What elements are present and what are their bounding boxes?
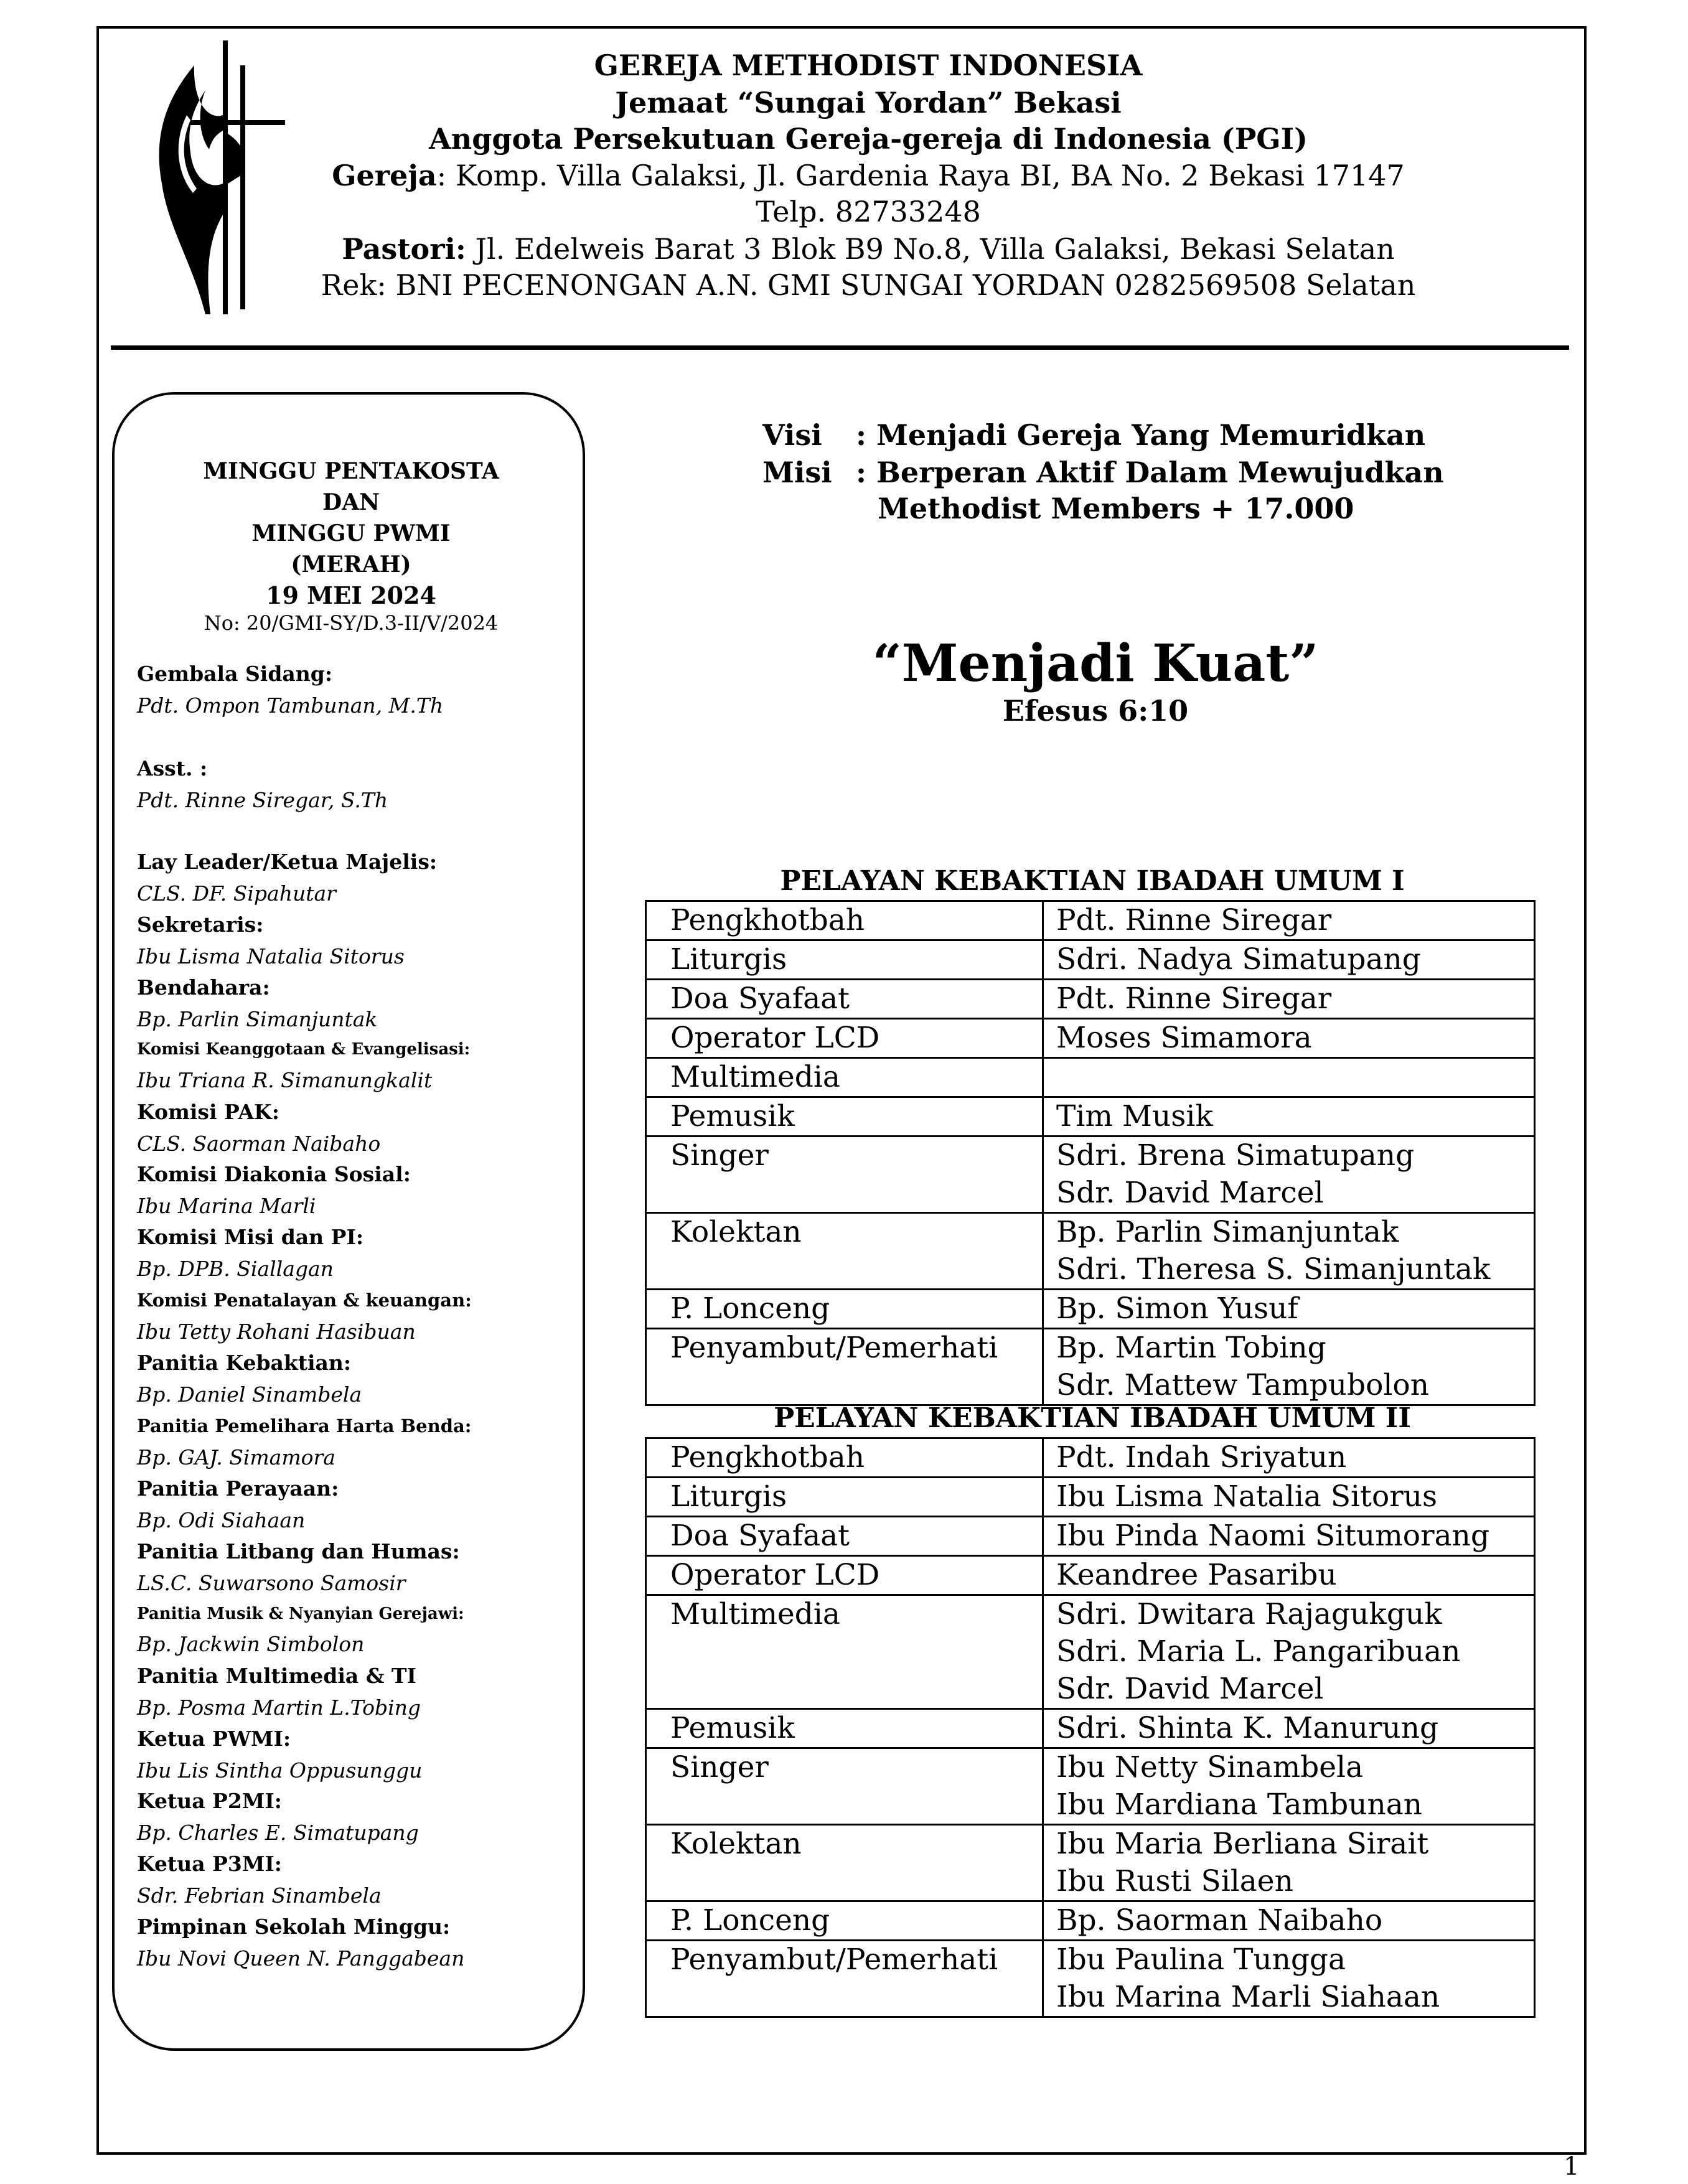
sidebar-title-4: (MERAH): [291, 551, 411, 578]
service-names: [1043, 1290, 1535, 1329]
sidebar-date: 19 MEI 2024: [266, 581, 436, 609]
role-label: Panitia Multimedia & TI: [137, 1664, 416, 1688]
service-person: Bp. Saorman Naibaho: [1056, 1903, 1383, 1938]
table-row: [646, 1290, 1535, 1329]
service-role: Singer: [646, 1748, 1043, 1825]
role-name: Pdt. Rinne Siregar, S.Th: [137, 788, 388, 812]
table-row: [646, 1058, 1535, 1097]
service-role: Doa Syafaat: [646, 980, 1043, 1019]
service-names: [1043, 1517, 1535, 1556]
table-row: [646, 1556, 1535, 1595]
service-role: Singer: [646, 1137, 1043, 1213]
table-row: [646, 1019, 1535, 1058]
visi-label: Visi: [762, 418, 822, 452]
role-label: Panitia Musik & Nyanyian Gerejawi:: [137, 1605, 464, 1623]
service-role: Pemusik: [646, 1097, 1043, 1137]
service-person: Sdr. David Marcel: [1056, 1672, 1324, 1706]
service-person: Moses Simamora: [1056, 1021, 1312, 1055]
service-role: Liturgis: [646, 940, 1043, 980]
role-name: Bp. GAJ. Simamora: [137, 1445, 335, 1469]
service-names: [1043, 1438, 1535, 1478]
role-name: Ibu Tetty Rohani Hasibuan: [137, 1319, 416, 1344]
service-names: [1043, 1478, 1535, 1517]
role-name: LS.C. Suwarsono Samosir: [137, 1571, 406, 1595]
pastori-address: Jl. Edelweis Barat 3 Blok B9 No.8, Villa Galaksi, Bekasi Selatan: [466, 232, 1395, 266]
role-label: Pimpinan Sekolah Minggu:: [137, 1915, 451, 1939]
role-label: Ketua P3MI:: [137, 1852, 282, 1876]
role-label: Komisi Penatalayan & keuangan:: [137, 1290, 472, 1311]
service-role: Kolektan: [646, 1825, 1043, 1901]
service-2-title: PELAYAN KEBAKTIAN IBADAH UMUM II: [774, 1402, 1411, 1434]
service-person: Keandree Pasaribu: [1056, 1558, 1337, 1592]
scripture-reference: Efesus 6:10: [1002, 694, 1189, 728]
role-label: Asst. :: [137, 756, 208, 780]
service-person: Sdri. Shinta K. Manurung: [1056, 1711, 1439, 1745]
service-names: [1043, 1595, 1535, 1709]
service-role: Multimedia: [646, 1058, 1043, 1097]
service-names: [1043, 1329, 1535, 1405]
service-role: Multimedia: [646, 1595, 1043, 1709]
misi-label: Misi: [762, 456, 832, 489]
role-label: Sekretaris:: [137, 912, 264, 937]
service-person: Sdri. Theresa S. Simanjuntak: [1056, 1252, 1491, 1286]
cross-flame-logo: [149, 40, 286, 314]
service-role: Doa Syafaat: [646, 1517, 1043, 1556]
role-label: Komisi Misi dan PI:: [137, 1225, 364, 1249]
role-label: Komisi Keanggotaan & Evangelisasi:: [137, 1040, 471, 1059]
table-row: [646, 1941, 1535, 2017]
service-person: Ibu Maria Berliana Sirait: [1056, 1827, 1429, 1861]
table-row: [646, 1438, 1535, 1478]
service-names: [1043, 901, 1535, 940]
role-name: CLS. Saorman Naibaho: [137, 1132, 381, 1156]
header-divider: [111, 345, 1569, 350]
role-name: Bp. Jackwin Simbolon: [137, 1632, 365, 1656]
table-row: [646, 1137, 1535, 1213]
service-role: Pengkhotbah: [646, 1438, 1043, 1478]
service-1-title: PELAYAN KEBAKTIAN IBADAH UMUM I: [780, 865, 1405, 897]
church-name: GEREJA METHODIST INDONESIA: [594, 49, 1143, 82]
role-name: CLS. DF. Sipahutar: [137, 881, 336, 906]
service-person: Sdr. Mattew Tampubolon: [1056, 1368, 1429, 1402]
table-row: [646, 1517, 1535, 1556]
role-label: Bendahara:: [137, 975, 270, 1000]
service-person: Bp. Simon Yusuf: [1056, 1291, 1298, 1326]
service-person: Ibu Rusti Silaen: [1056, 1864, 1293, 1898]
role-label: Panitia Pemelihara Harta Benda:: [137, 1415, 472, 1436]
table-row: [646, 980, 1535, 1019]
visi-text: : Menjadi Gereja Yang Memuridkan: [856, 418, 1426, 452]
table-row: [646, 1709, 1535, 1748]
parsonage-address: [286, 230, 1450, 268]
table-row: [646, 940, 1535, 980]
role-name: Ibu Lisma Natalia Sitorus: [137, 944, 405, 968]
role-label: Gembala Sidang:: [137, 662, 333, 686]
gereja-label: Gereja: [332, 159, 437, 192]
service-person: Tim Musik: [1056, 1099, 1213, 1133]
service-person: Pdt. Rinne Siregar: [1056, 903, 1332, 937]
sermon-title: “Menjadi Kuat”: [872, 634, 1319, 693]
service-names: [1043, 1019, 1535, 1058]
service-role: P. Lonceng: [646, 1290, 1043, 1329]
service-role: Penyambut/Pemerhati: [646, 1329, 1043, 1405]
role-name: Sdr. Febrian Sinambela: [137, 1883, 382, 1908]
service-names: [1043, 1901, 1535, 1941]
service-person: Ibu Pinda Naomi Situmorang: [1056, 1519, 1489, 1553]
service-names: [1043, 1748, 1535, 1825]
service-names: [1043, 1556, 1535, 1595]
table-row: [646, 1825, 1535, 1901]
service-person: Pdt. Rinne Siregar: [1056, 982, 1332, 1016]
table-row: [646, 901, 1535, 940]
role-name: Bp. Charles E. Simatupang: [137, 1821, 419, 1845]
service-1-table: [645, 900, 1536, 1406]
service-person: Bp. Martin Tobing: [1056, 1331, 1326, 1365]
service-names: [1043, 1137, 1535, 1213]
page-number: 1: [1564, 2152, 1580, 2181]
gereja-address: : Komp. Villa Galaksi, Jl. Gardenia Raya BI, BA No. 2 Bekasi 17147: [436, 159, 1405, 192]
table-row: [646, 1595, 1535, 1709]
service-person: Sdri. Nadya Simatupang: [1056, 942, 1421, 977]
service-person: Ibu Marina Marli Siahaan: [1056, 1980, 1440, 2014]
table-row: [646, 1748, 1535, 1825]
misi-text: : Berperan Aktif Dalam Mewujudkan: [856, 456, 1444, 489]
service-names: [1043, 1058, 1535, 1097]
role-name: Ibu Lis Sintha Oppusunggu: [137, 1758, 423, 1783]
table-row: [646, 1097, 1535, 1137]
service-person: Sdri. Maria L. Pangaribuan: [1056, 1634, 1461, 1669]
sidebar-title-1: MINGGU PENTAKOSTA: [203, 458, 499, 484]
role-name: Bp. DPB. Siallagan: [137, 1257, 334, 1281]
service-names: [1043, 1709, 1535, 1748]
service-person: Pdt. Indah Sriyatun: [1056, 1440, 1347, 1474]
role-label: Lay Leader/Ketua Majelis:: [137, 850, 438, 874]
service-person: Sdr. David Marcel: [1056, 1176, 1324, 1210]
role-name: Ibu Novi Queen N. Panggabean: [137, 1946, 465, 1971]
service-names: [1043, 1097, 1535, 1137]
service-2-table: [645, 1437, 1536, 2018]
role-name: Bp. Daniel Sinambela: [137, 1382, 362, 1407]
role-name: Bp. Posma Martin L.Tobing: [137, 1695, 421, 1720]
service-person: Ibu Lisma Natalia Sitorus: [1056, 1479, 1438, 1514]
service-role: Operator LCD: [646, 1556, 1043, 1595]
service-role: P. Lonceng: [646, 1901, 1043, 1941]
service-role: Pengkhotbah: [646, 901, 1043, 940]
role-label: Ketua P2MI:: [137, 1789, 282, 1813]
service-person: Bp. Parlin Simanjuntak: [1056, 1215, 1399, 1249]
church-address: [286, 157, 1450, 194]
role-name: Bp. Parlin Simanjuntak: [137, 1007, 378, 1031]
service-person: [1056, 1059, 1534, 1096]
service-role: Pemusik: [646, 1709, 1043, 1748]
bank-account: Rek: BNI PECENONGAN A.N. GMI SUNGAI YORDAN 0282569508 Selatan: [321, 268, 1416, 302]
sidebar-title-2: DAN: [322, 489, 380, 515]
role-name: Bp. Odi Siahaan: [137, 1508, 306, 1532]
service-person: Ibu Netty Sinambela: [1056, 1750, 1364, 1784]
service-role: Penyambut/Pemerhati: [646, 1941, 1043, 2017]
role-label: Komisi PAK:: [137, 1100, 279, 1124]
service-role: Kolektan: [646, 1213, 1043, 1290]
service-names: [1043, 1825, 1535, 1901]
role-name: Ibu Triana R. Simanungkalit: [137, 1068, 433, 1092]
congregation-name: Jemaat “Sungai Yordan” Bekasi: [615, 86, 1122, 120]
telephone: Telp. 82733248: [756, 195, 981, 228]
service-person: Sdri. Dwitara Rajagukguk: [1056, 1597, 1442, 1631]
sidebar-title-3: MINGGU PWMI: [251, 520, 451, 546]
role-name: Ibu Marina Marli: [137, 1194, 316, 1218]
misi-text-2: Methodist Members + 17.000: [878, 492, 1354, 525]
pastori-label: Pastori:: [342, 232, 466, 266]
service-person: Ibu Paulina Tungga: [1056, 1943, 1346, 1977]
role-label: Panitia Kebaktian:: [137, 1351, 352, 1375]
table-row: [646, 1478, 1535, 1517]
service-names: [1043, 1941, 1535, 2017]
service-person: Ibu Mardiana Tambunan: [1056, 1788, 1423, 1822]
service-role: Operator LCD: [646, 1019, 1043, 1058]
membership-line: Anggota Persekutuan Gereja-gereja di Indonesia (PGI): [429, 122, 1308, 156]
role-name: Pdt. Ompon Tambunan, M.Th: [137, 693, 444, 718]
role-label: Komisi Diakonia Sosial:: [137, 1162, 411, 1186]
service-names: [1043, 1213, 1535, 1290]
table-row: [646, 1901, 1535, 1941]
role-label: Panitia Litbang dan Humas:: [137, 1539, 460, 1563]
service-names: [1043, 980, 1535, 1019]
service-role: Liturgis: [646, 1478, 1043, 1517]
service-names: [1043, 940, 1535, 980]
role-label: Ketua PWMI:: [137, 1727, 291, 1751]
role-label: Panitia Perayaan:: [137, 1476, 339, 1501]
document-number: No: 20/GMI-SY/D.3-II/V/2024: [204, 611, 499, 635]
service-person: Sdri. Brena Simatupang: [1056, 1138, 1415, 1173]
table-row: [646, 1329, 1535, 1405]
table-row: [646, 1213, 1535, 1290]
